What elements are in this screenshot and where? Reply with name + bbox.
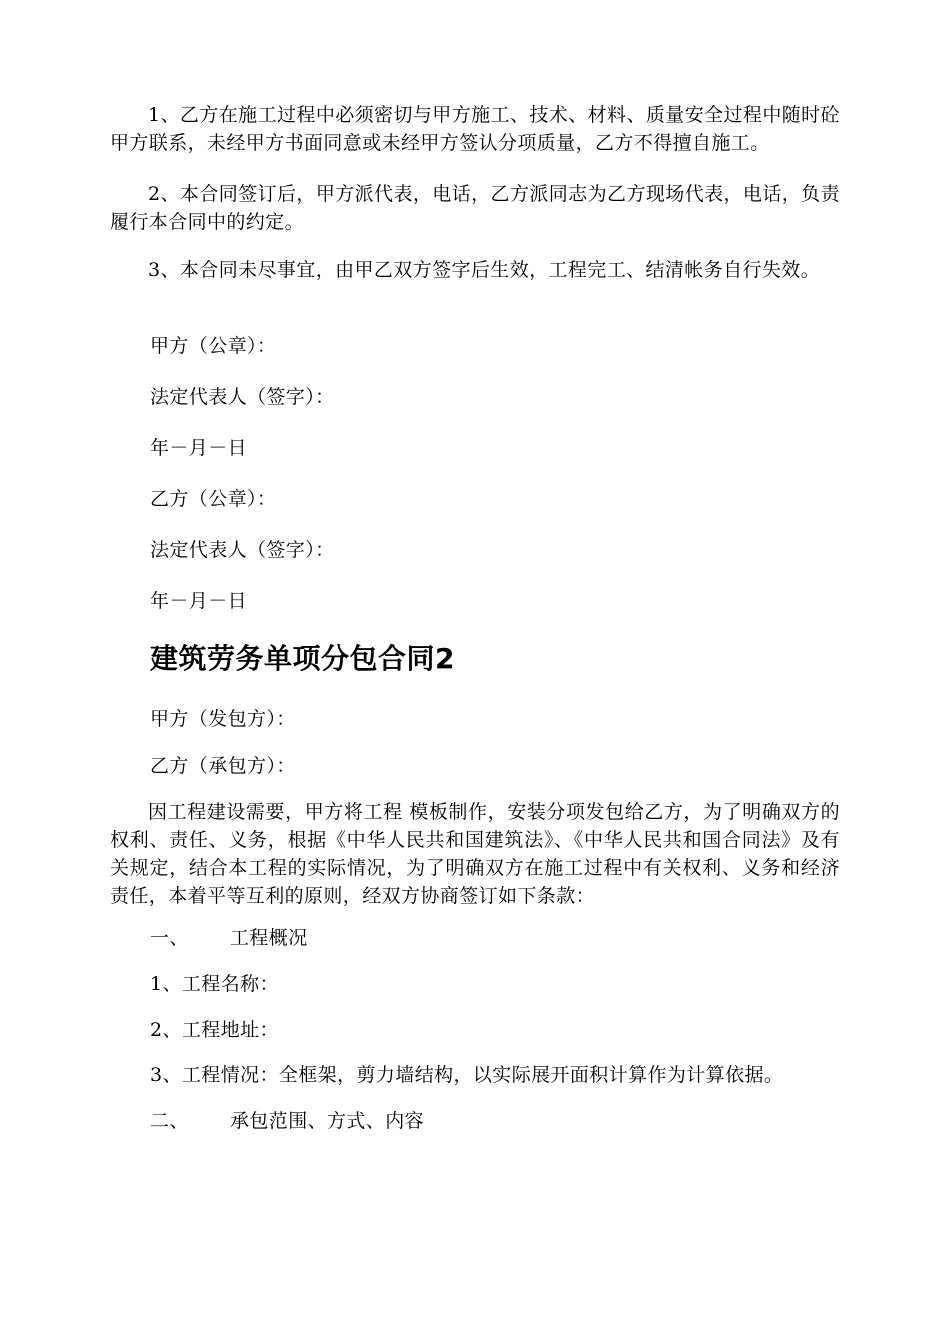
- party-b-date: 年－月－日: [150, 590, 248, 612]
- contract-title: 建筑劳务单项分包合同2: [150, 642, 455, 675]
- section-2-heading: [150, 1107, 424, 1135]
- employer-line: 甲方（发包方）：: [150, 708, 296, 730]
- party-a-representative: 法定代表人（签字）：: [150, 386, 335, 408]
- section-1-number: 一、: [150, 927, 189, 949]
- section-1-title: 工程概况: [230, 927, 308, 949]
- item-project-name: 1、工程名称：: [150, 973, 279, 995]
- contractor-line: 乙方（承包方）：: [150, 755, 296, 777]
- section-2-title: 承包范围、方式、内容: [230, 1110, 425, 1132]
- item-project-status: 3、工程情况：全框架，剪力墙结构，以实际展开面积计算作为计算依据。: [150, 1064, 784, 1086]
- clause-1: 1、乙方在施工过程中必须密切与甲方施工、技术、材料、质量安全过程中随时砼甲方联系，未经甲方书面同意或未经甲方签认分项质量，乙方不得擅自施工。: [110, 104, 840, 154]
- party-a-date: 年－月－日: [150, 437, 248, 459]
- party-b-representative: 法定代表人（签字）：: [150, 539, 335, 561]
- party-b-seal: 乙方（公章）：: [150, 488, 277, 510]
- section-1-heading: [150, 924, 308, 952]
- item-project-address: 2、工程地址：: [150, 1019, 279, 1041]
- section-2-number: 二、: [150, 1110, 189, 1132]
- clause-2: 2、本合同签订后，甲方派代表，电话，乙方派同志为乙方现场代表，电话，负责履行本合同中的约定。: [110, 183, 840, 233]
- intro-paragraph: 因工程建设需要，甲方将工程 模板制作，安装分项发包给乙方，为了明确双方的权利、责任、义务，根据《中华人民共和国建筑法》、《中华人民共和国合同法》及有关规定，结合本工程的实际情况，为了明确双方在施工过程中有关权利、义务和经济责任，本着平等互利的原则，经双方协商签订如下条款：: [110, 801, 840, 907]
- clause-3: 3、本合同未尽事宜，由甲乙双方签字后生效，工程完工、结清帐务自行失效。: [148, 259, 821, 281]
- party-a-seal: 甲方（公章）：: [150, 335, 277, 357]
